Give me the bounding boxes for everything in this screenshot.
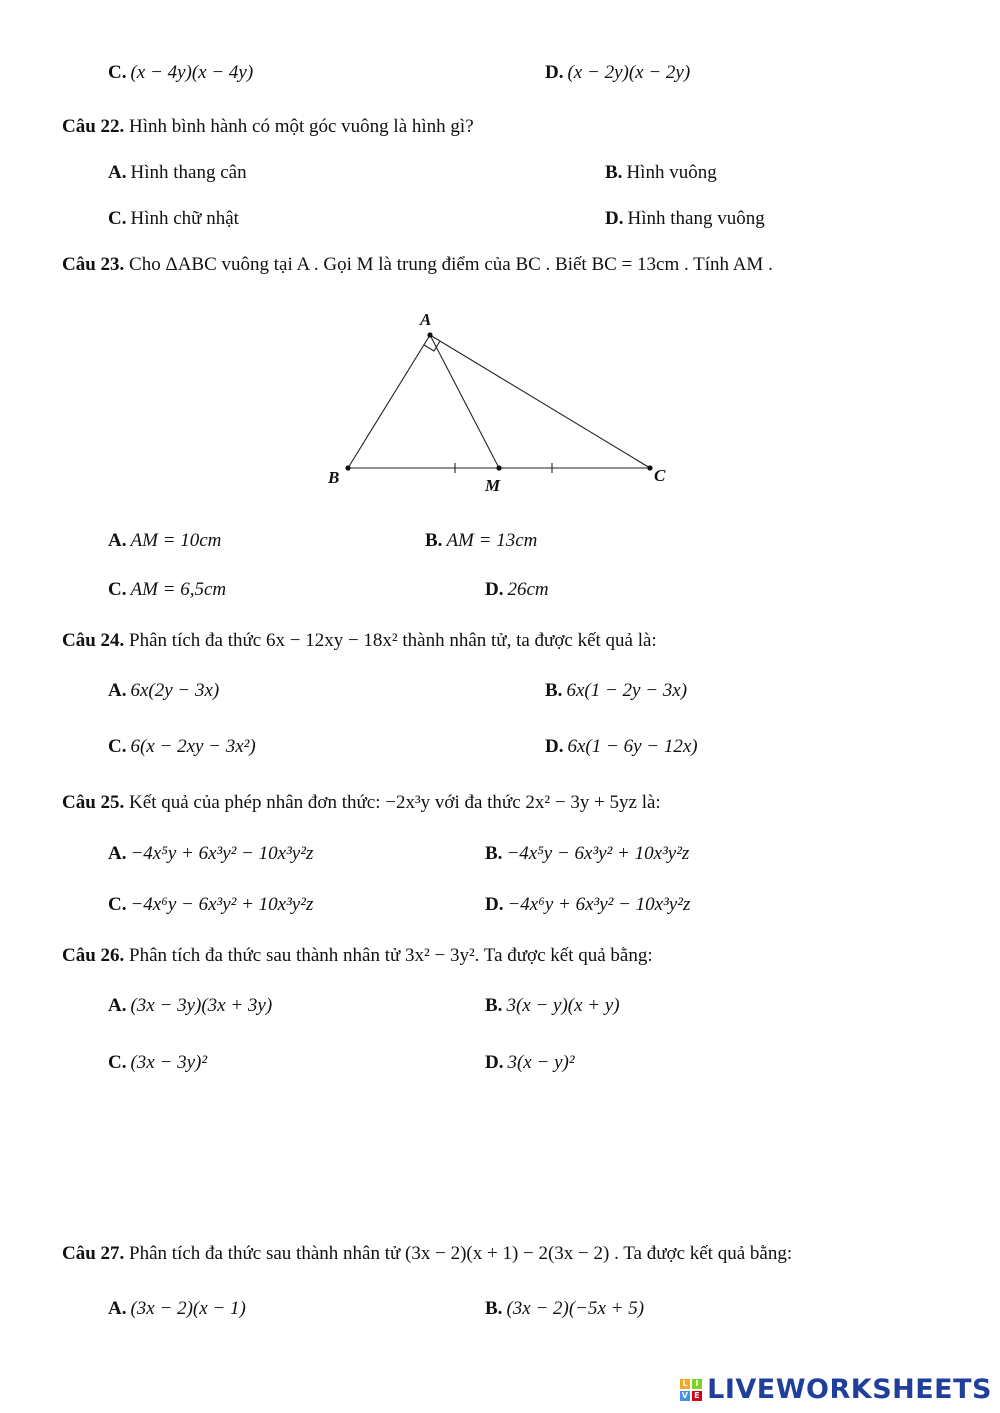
q26-option-b-text: 3(x − y)(x + y)	[506, 995, 620, 1016]
q27-option-b-text: (3x − 2)(−5x + 5)	[506, 1298, 645, 1319]
q26-option-a-text: (3x − 3y)(3x + 3y)	[130, 995, 273, 1016]
q25-option-b[interactable]	[485, 843, 689, 865]
q25-option-d-text: −4x⁶y + 6x³y² − 10x³y²z	[507, 894, 691, 915]
q22-option-d-text: Hình thang vuông	[627, 208, 765, 229]
q24-option-a-label: A.	[108, 680, 127, 701]
q24-option-b[interactable]	[545, 680, 687, 702]
q26-question	[62, 945, 653, 967]
logo-block-2: I	[692, 1379, 702, 1389]
logo-text: LIVEWORKSHEETS	[707, 1374, 992, 1405]
q25-option-d[interactable]	[485, 894, 690, 916]
q21-option-c-label: C.	[108, 62, 127, 83]
q22-option-c-text: Hình chữ nhật	[130, 208, 239, 229]
q25-option-c-label: C.	[108, 894, 127, 915]
logo-block-3: V	[681, 1390, 689, 1400]
logo-block-4: E	[692, 1391, 702, 1401]
q22-option-d[interactable]	[605, 208, 765, 230]
point-m	[496, 465, 501, 470]
q24-option-c[interactable]	[108, 736, 256, 758]
q27-option-a-text: (3x − 2)(x − 1)	[130, 1298, 246, 1319]
q23-option-c[interactable]	[108, 579, 226, 601]
q22-option-b-text: Hình vuông	[626, 162, 717, 183]
q25-option-a-text: −4x⁵y + 6x³y² − 10x³y²z	[130, 843, 314, 864]
q25-question	[62, 792, 661, 814]
q24-option-d-text: 6x(1 − 6y − 12x)	[567, 736, 698, 757]
q25-option-b-label: B.	[485, 843, 503, 864]
q24-option-a[interactable]	[108, 680, 219, 702]
q25-option-d-label: D.	[485, 894, 504, 915]
q25-option-c-text: −4x⁶y − 6x³y² + 10x³y²z	[130, 894, 314, 915]
q25-label: Câu 25.	[62, 792, 125, 813]
q26-option-b-label: B.	[485, 995, 503, 1016]
q24-question	[62, 630, 657, 652]
q26-option-c-label: C.	[108, 1052, 127, 1073]
q26-option-a[interactable]	[108, 995, 272, 1017]
q23-option-c-text: AM = 6,5cm	[130, 579, 227, 600]
liveworksheets-logo[interactable]	[680, 1374, 992, 1405]
label-a: A	[420, 310, 432, 329]
q22-label: Câu 22.	[62, 116, 125, 137]
q23-text: Cho ΔABC vuông tại A . Gọi M là trung điểm của BC . Biết BC = 13cm . Tính AM .	[124, 254, 773, 275]
q25-option-a[interactable]	[108, 843, 313, 865]
q24-option-c-label: C.	[108, 736, 127, 757]
q23-option-b[interactable]	[425, 530, 537, 552]
point-b	[345, 465, 350, 470]
logo-block-1: L	[680, 1379, 690, 1389]
q24-option-b-label: B.	[545, 680, 563, 701]
q26-option-c-text: (3x − 3y)²	[130, 1052, 208, 1073]
q22-option-c[interactable]	[108, 208, 239, 230]
q26-option-d-label: D.	[485, 1052, 504, 1073]
q25-text: Kết quả của phép nhân đơn thức: −2x³y với đa thức 2x² − 3y + 5yz là:	[124, 792, 661, 813]
point-c	[647, 465, 652, 470]
q27-label: Câu 27.	[62, 1243, 125, 1264]
q23-question	[62, 254, 773, 276]
q25-option-c[interactable]	[108, 894, 313, 916]
q25-option-a-label: A.	[108, 843, 127, 864]
triangle-abc-figure	[320, 305, 680, 495]
q24-text: Phân tích đa thức 6x − 12xy − 18x² thành nhân tử, ta được kết quả là:	[124, 630, 657, 651]
q23-option-b-text: AM = 13cm	[446, 530, 538, 551]
q27-text: Phân tích đa thức sau thành nhân tử (3x − 2)(x + 1) − 2(3x − 2) . Ta được kết quả bằng:	[124, 1243, 793, 1264]
q26-option-a-label: A.	[108, 995, 127, 1016]
q21-option-c[interactable]	[108, 62, 253, 84]
q26-option-d[interactable]	[485, 1052, 575, 1074]
q22-option-b[interactable]	[605, 162, 717, 184]
q22-option-a-text: Hình thang cân	[130, 162, 247, 183]
q21-option-d-text: (x − 2y)(x − 2y)	[567, 62, 691, 83]
q26-option-b[interactable]	[485, 995, 620, 1017]
side-ab	[348, 335, 430, 468]
q27-question	[62, 1243, 792, 1265]
q26-label: Câu 26.	[62, 945, 125, 966]
q24-option-a-text: 6x(2y − 3x)	[130, 680, 220, 701]
label-c: C	[654, 466, 666, 485]
q23-option-a-text: AM = 10cm	[130, 530, 222, 551]
q23-option-d[interactable]	[485, 579, 549, 601]
median-am	[430, 335, 499, 468]
q22-option-c-label: C.	[108, 208, 127, 229]
q23-label: Câu 23.	[62, 254, 125, 275]
q22-option-b-label: B.	[605, 162, 623, 183]
q24-option-d-label: D.	[545, 736, 564, 757]
q26-option-d-text: 3(x − y)²	[507, 1052, 575, 1073]
logo-icon	[680, 1379, 702, 1401]
label-m: M	[485, 476, 501, 495]
q21-option-d[interactable]	[545, 62, 690, 84]
q23-option-d-text: 26cm	[507, 579, 549, 600]
q21-option-d-label: D.	[545, 62, 564, 83]
q22-option-d-label: D.	[605, 208, 624, 229]
q24-option-d[interactable]	[545, 736, 698, 758]
q23-option-c-label: C.	[108, 579, 127, 600]
q27-option-a[interactable]	[108, 1298, 246, 1320]
q24-option-c-text: 6(x − 2xy − 3x²)	[130, 736, 256, 757]
q27-option-b-label: B.	[485, 1298, 503, 1319]
q23-option-a-label: A.	[108, 530, 127, 551]
q22-option-a-label: A.	[108, 162, 127, 183]
q23-option-a[interactable]	[108, 530, 221, 552]
q25-option-b-text: −4x⁵y − 6x³y² + 10x³y²z	[506, 843, 690, 864]
q26-text: Phân tích đa thức sau thành nhân tử 3x² − 3y². Ta được kết quả bằng:	[124, 945, 653, 966]
q22-text: Hình bình hành có một góc vuông là hình gì?	[124, 116, 474, 137]
side-ac	[430, 335, 650, 468]
q21-option-c-text: (x − 4y)(x − 4y)	[130, 62, 254, 83]
q27-option-b[interactable]	[485, 1298, 644, 1320]
q24-label: Câu 24.	[62, 630, 125, 651]
q26-option-c[interactable]	[108, 1052, 207, 1074]
q22-question	[62, 116, 474, 138]
label-b: B	[328, 468, 340, 487]
q24-option-b-text: 6x(1 − 2y − 3x)	[566, 680, 688, 701]
point-a	[427, 332, 432, 337]
q23-option-d-label: D.	[485, 579, 504, 600]
q27-option-a-label: A.	[108, 1298, 127, 1319]
q23-option-b-label: B.	[425, 530, 443, 551]
q22-option-a[interactable]	[108, 162, 247, 184]
